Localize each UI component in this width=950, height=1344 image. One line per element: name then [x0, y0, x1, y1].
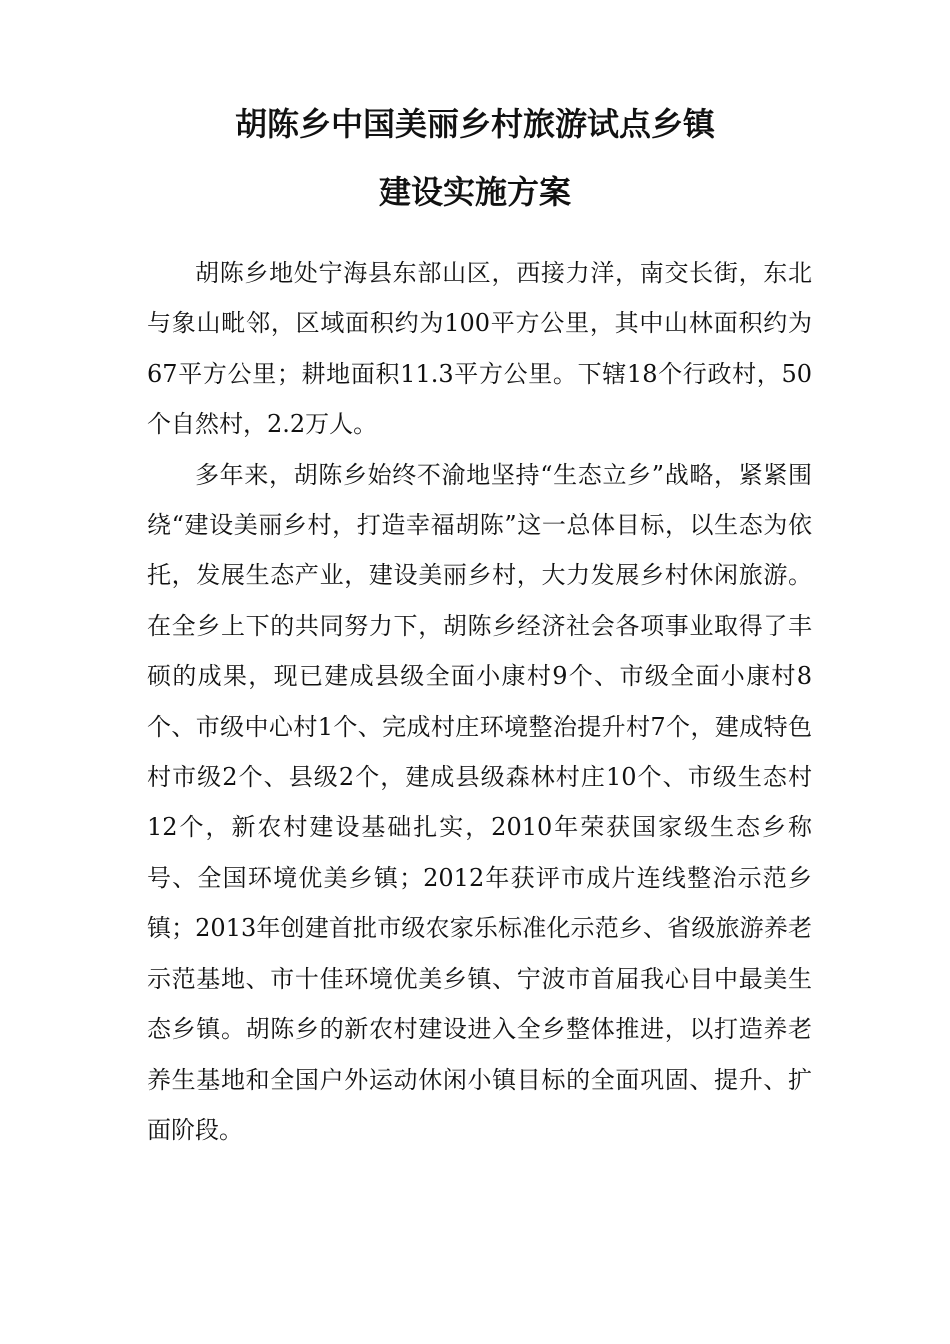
document-title-line-2: 建设实施方案: [378, 173, 571, 211]
paragraph-intro: 胡陈乡地处宁海县东部山区，西接力洋，南交长街，东北与象山毗邻，区域面积约为100平方公里，其中山林面积约为67平方公里；耕地面积11.3平方公里。下辖18个行政村，50个自然村，2.2万人。: [147, 259, 812, 439]
document-title-line-1: 胡陈乡中国美丽乡村旅游试点乡镇: [234, 105, 715, 143]
document-body: [147, 248, 812, 1155]
paragraph-achievements: 多年来，胡陈乡始终不渝地坚持“生态立乡”战略，紧紧围绕“建设美丽乡村，打造幸福胡陈”这一总体目标，以生态为依托，发展生态产业，建设美丽乡村，大力发展乡村休闲旅游。在全乡上下的共同努力下，胡陈乡经济社会各项事业取得了丰硕的成果，现已建成县级全面小康村9个、市级全面小康村8个、市级中心村1个、完成村庄环境整治提升村7个，建成特色村市级2个、县级2个，建成县级森林村庄10个、市级生态村12个，新农村建设基础扎实，2010年荣获国家级生态乡称号、全国环境优美乡镇；2012年获评市成片连线整治示范乡镇；2013年创建首批市级农家乐标准化示范乡、省级旅游养老示范基地、市十佳环境优美乡镇、宁波市首届我心目中最美生态乡镇。胡陈乡的新农村建设进入全乡整体推进，以打造养老养生基地和全国户外运动休闲小镇目标的全面巩固、提升、扩面阶段。: [147, 460, 812, 1144]
